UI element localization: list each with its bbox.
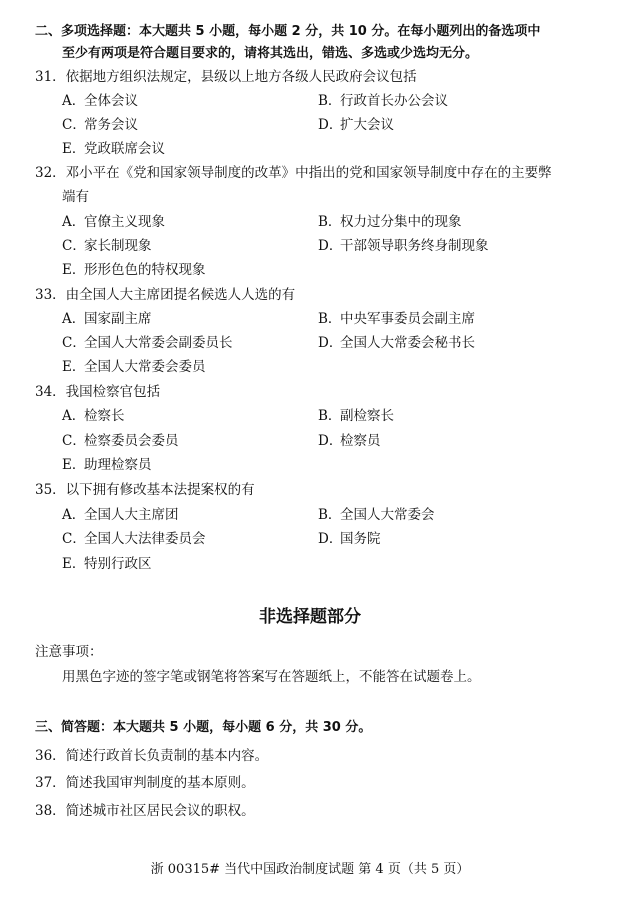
- question-37: 37．简述我国审判制度的基本原则。: [35, 775, 255, 791]
- question-31-option-b: B．行政首长办公会议: [318, 93, 448, 109]
- question-34-option-c: C．检察委员会委员: [62, 433, 179, 449]
- question-32-option-c: C．家长制现象: [62, 238, 152, 254]
- question-33-option-c: C．全国人大常委会副委员长: [62, 335, 233, 351]
- notice-text: 用黑色字迹的签字笔或钢笔将答案写在答题纸上，不能答在试题卷上。: [62, 669, 481, 685]
- question-31-option-c: C．常务会议: [62, 117, 138, 133]
- question-31-option-d: D．扩大会议: [318, 117, 394, 133]
- question-31-stem: 31．依据地方组织法规定，县级以上地方各级人民政府会议包括: [35, 69, 417, 85]
- question-35-option-a: A．全国人大主席团: [62, 507, 179, 523]
- question-32-option-b: B．权力过分集中的现象: [318, 214, 462, 230]
- question-33-option-d: D．全国人大常委会秘书长: [318, 335, 475, 351]
- section2-heading-line2: 至少有两项是符合题目要求的，请将其选出，错选、多选或少选均无分。: [62, 46, 479, 61]
- question-32-option-e: E．形形色色的特权现象: [62, 262, 206, 278]
- question-32-stem-continued: 端有: [62, 189, 89, 205]
- question-35-option-d: D．国务院: [318, 531, 381, 547]
- notice-label: 注意事项：: [35, 644, 103, 660]
- question-34-option-e: E．助理检察员: [62, 457, 152, 473]
- question-34-option-b: B．副检察长: [318, 408, 394, 424]
- question-32-option-a: A．官僚主义现象: [62, 214, 165, 230]
- question-35-option-c: C．全国人大法律委员会: [62, 531, 206, 547]
- section2-heading-line1: 二、多项选择题：本大题共 5 小题，每小题 2 分，共 10 分。在每小题列出的备选项中: [35, 24, 541, 39]
- question-38: 38．简述城市社区居民会议的职权。: [35, 803, 255, 819]
- question-32-stem: 32．邓小平在《党和国家领导制度的改革》中指出的党和国家领导制度中存在的主要弊: [35, 165, 552, 181]
- part-title: 非选择题部分: [259, 607, 361, 627]
- question-35-stem: 35．以下拥有修改基本法提案权的有: [35, 482, 255, 498]
- question-33-option-b: B．中央军事委员会副主席: [318, 311, 475, 327]
- question-31-option-e: E．党政联席会议: [62, 141, 165, 157]
- question-35-option-e: E．特别行政区: [62, 556, 152, 572]
- question-33-option-a: A．国家副主席: [62, 311, 152, 327]
- question-34-option-d: D．检察员: [318, 433, 381, 449]
- question-34-stem: 34．我国检察官包括: [35, 384, 161, 400]
- section3-heading: 三、简答题：本大题共 5 小题，每小题 6 分，共 30 分。: [35, 720, 372, 735]
- question-31-option-a: A．全体会议: [62, 93, 138, 109]
- question-33-option-e: E．全国人大常委会委员: [62, 359, 206, 375]
- page-footer: 浙 00315# 当代中国政治制度试题 第 4 页（共 5 页）: [150, 862, 470, 877]
- question-34-option-a: A．检察长: [62, 408, 125, 424]
- question-32-option-d: D．干部领导职务终身制现象: [318, 238, 489, 254]
- question-35-option-b: B．全国人大常委会: [318, 507, 435, 523]
- question-36: 36．简述行政首长负责制的基本内容。: [35, 748, 269, 764]
- question-33-stem: 33．由全国人大主席团提名候选人人选的有: [35, 287, 296, 303]
